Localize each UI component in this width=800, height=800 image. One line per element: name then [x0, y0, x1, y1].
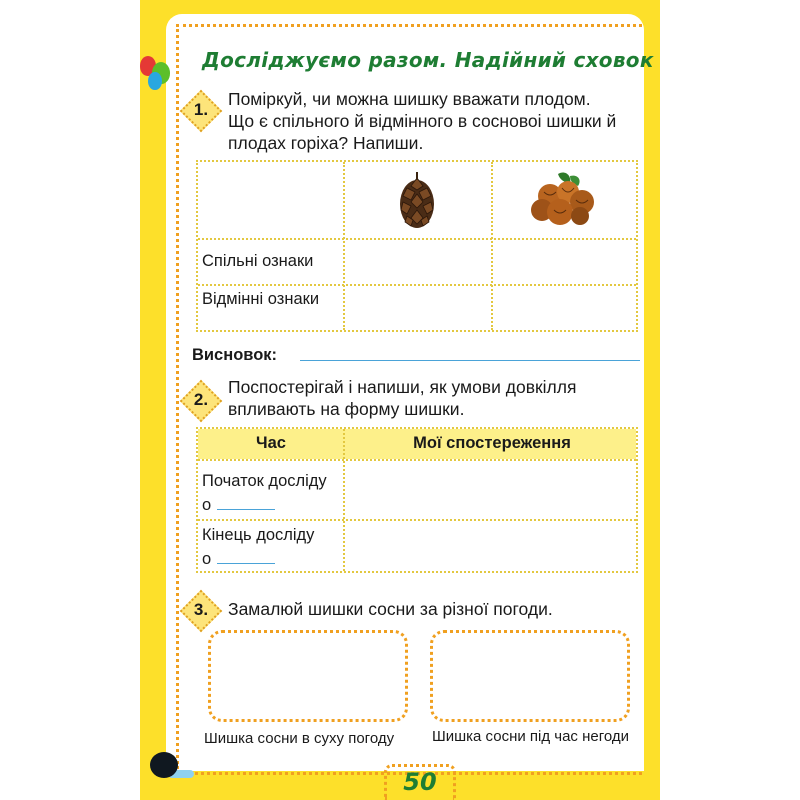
task-number-badge: [180, 90, 222, 132]
row-common-label: Спільні ознаки: [202, 252, 314, 270]
observation-table: [196, 427, 638, 573]
drawing-box-dry[interactable]: [208, 630, 408, 722]
row-start-time: [202, 493, 327, 517]
walnuts-image: [528, 170, 598, 226]
snail-icon: [150, 752, 178, 778]
conclusion-label: Висновок:: [192, 346, 278, 364]
answer-cell[interactable]: [344, 286, 490, 332]
row-end-label: [202, 523, 314, 571]
answer-cell[interactable]: [493, 286, 638, 332]
dotted-border-left: [176, 24, 179, 769]
row-end-time: [202, 547, 314, 571]
task1-line2: Що є спільного й відмінного в сосновоі шишки й: [228, 111, 617, 131]
task-number: 2.: [193, 390, 209, 409]
task3-text: Замалюй шишки сосни за різної погоди.: [228, 599, 553, 619]
task1-line1: Поміркуй, чи можна шишку вважати плодом.: [228, 89, 591, 109]
caption-rain: Шишка сосни під час негоди: [432, 728, 630, 745]
time-prefix: о: [202, 496, 212, 514]
task-number: 1.: [193, 100, 209, 119]
time-blank[interactable]: [217, 563, 275, 564]
task2-line2: впливають на форму шишки.: [228, 399, 465, 419]
page-number: 50: [403, 768, 437, 796]
observation-cell[interactable]: [345, 521, 638, 573]
observation-cell[interactable]: [345, 461, 638, 518]
row-different-label: Відмінні ознаки: [202, 290, 320, 308]
page-title: Досліджуємо разом. Надійний сховок: [202, 48, 654, 72]
row-start-label: [202, 469, 327, 517]
column-header-time: Час: [256, 434, 286, 452]
dotted-border-top: [176, 24, 642, 27]
time-blank[interactable]: [217, 509, 275, 510]
task-number-badge: [180, 380, 222, 422]
row-start-text: Початок досліду: [202, 472, 327, 490]
conclusion-answer-line[interactable]: [300, 360, 640, 361]
task-number: 3.: [193, 600, 209, 619]
answer-cell[interactable]: [493, 240, 638, 284]
blue-balloon-icon: [148, 72, 162, 90]
column-header-observations: Мої спостереження: [413, 434, 571, 452]
row-end-text: Кінець досліду: [202, 526, 315, 544]
drawing-box-rain[interactable]: [430, 630, 630, 722]
task1-line3: плодах горіха? Напиши.: [228, 133, 424, 153]
task-number-badge: [180, 590, 222, 632]
answer-cell[interactable]: [344, 240, 490, 284]
time-prefix: о: [202, 550, 212, 568]
task2-line1: Поспостерігай і напиши, як умови довкілля: [228, 377, 577, 397]
caption-dry: Шишка сосни в суху погоду: [204, 730, 395, 747]
pine-cone-image: [397, 172, 437, 230]
